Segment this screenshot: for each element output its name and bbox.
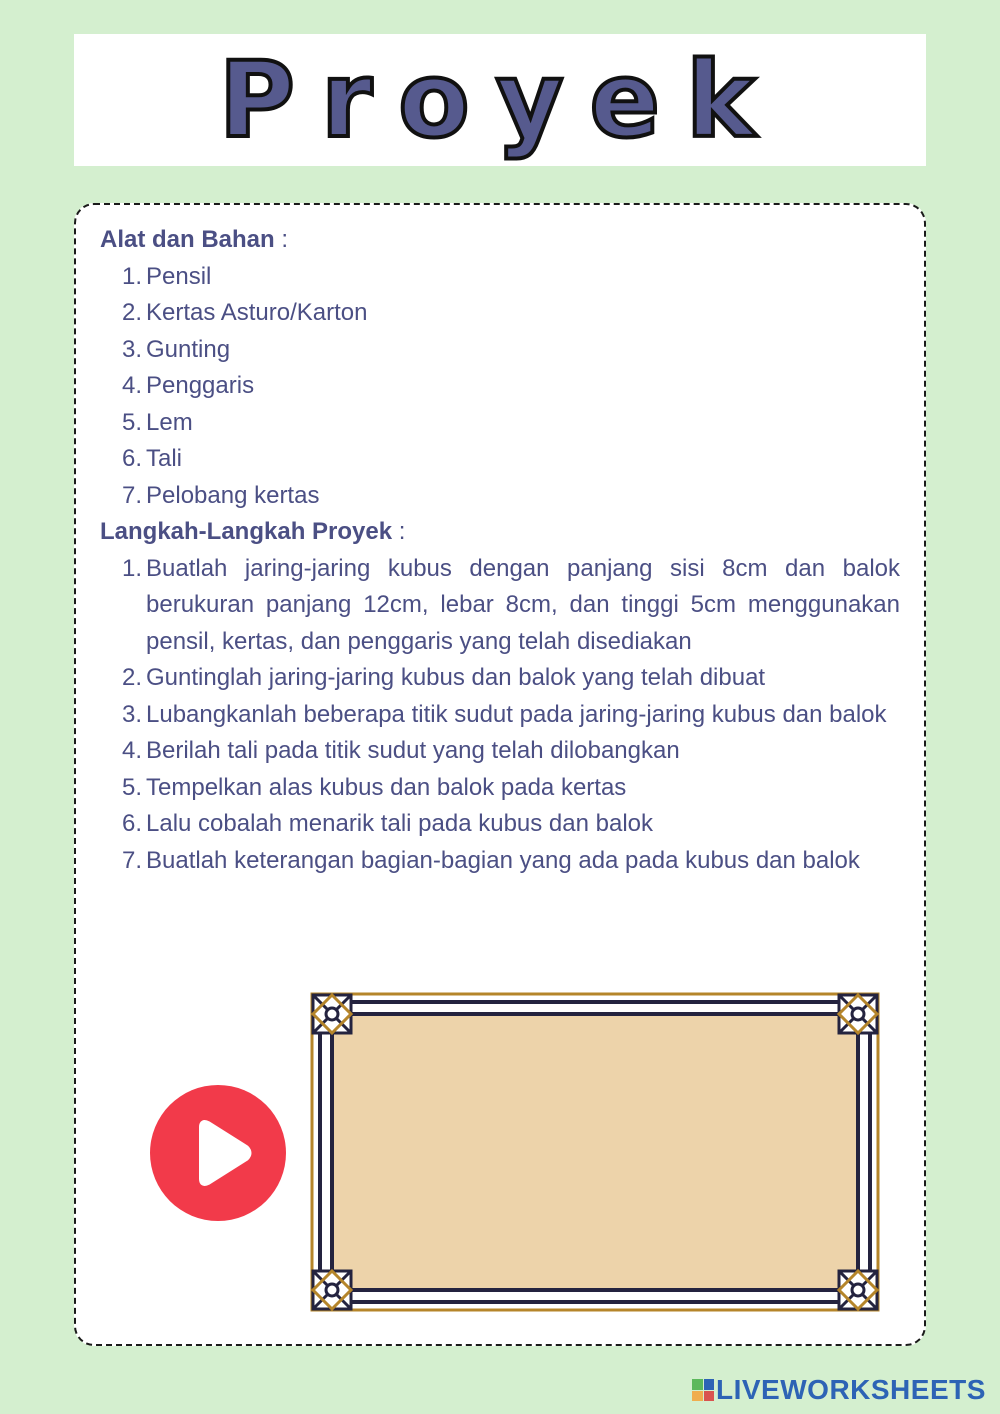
steps-heading: Langkah-Langkah Proyek — [100, 518, 393, 545]
list-item-text: Berilah tali pada titik sudut yang telah dilobangkan — [146, 737, 680, 764]
list-item: 3. Gunting — [122, 335, 231, 363]
title-banner — [74, 34, 926, 166]
list-item-text: Lalu cobalah menarik tali pada kubus dan balok — [146, 810, 654, 837]
list-item-text: Lubangkanlah beberapa titik sudut pada jaring-jaring kubus dan balok — [146, 700, 887, 728]
list-item: 5. Tempelkan alas kubus dan balok pada kertas — [122, 773, 627, 801]
list-item: 1. Buatlah jaring-jaring kubus dengan panjang sisi 8cm dan balok berukuran panjang 12cm, lebar 8cm, dan tinggi 5cm menggunakan pensil, kertas, dan penggaris yang telah disediakan — [122, 554, 900, 655]
list-item: 4. Berilah tali pada titik sudut yang telah dilobangkan — [122, 737, 680, 764]
list-item: 1. Pensil — [122, 262, 212, 290]
footer-branding — [692, 1375, 986, 1405]
frame-inner-panel — [332, 1014, 858, 1290]
list-item-text: Tempelkan alas kubus dan balok pada kertas — [146, 773, 627, 801]
list-item: 5. Lem — [122, 408, 193, 436]
liveworksheets-logo-icon — [692, 1379, 714, 1401]
content-area — [100, 222, 900, 879]
steps-list — [100, 551, 900, 880]
corner-ornament-top-right — [839, 995, 877, 1033]
steps-heading-colon: : — [392, 518, 406, 545]
tools-heading-colon: : — [274, 226, 289, 253]
list-item-text: Buatlah keterangan bagian-bagian yang ada pada kubus dan balok — [146, 846, 860, 874]
list-item: 7. Buatlah keterangan bagian-bagian yang ada pada kubus dan balok — [122, 846, 860, 874]
list-item-text: Kertas Asturo/Karton — [146, 299, 368, 326]
list-item-text: Buatlah jaring-jaring kubus dengan panjang sisi 8cm dan balok berukuran panjang 12cm, lebar 8cm, dan tinggi 5cm menggunakan pensil, kertas, dan penggaris yang telah disediakan — [146, 554, 900, 655]
list-item-text: Tali — [146, 445, 183, 472]
list-item-text: Lem — [146, 408, 193, 436]
video-frame — [310, 992, 882, 1316]
list-item: 6. Lalu cobalah menarik tali pada kubus dan balok — [122, 810, 654, 837]
steps-heading-line — [100, 514, 900, 551]
list-item: 7. Pelobang kertas — [122, 481, 320, 509]
list-item-text: Penggaris — [146, 372, 255, 399]
list-item-text: Gunting — [146, 335, 231, 363]
footer-brand: LIVEWORKSHEETS — [716, 1374, 986, 1405]
list-item-text: Pensil — [146, 262, 212, 290]
play-icon — [150, 1085, 286, 1221]
corner-ornament-top-left — [313, 995, 351, 1033]
tools-heading-line — [100, 222, 900, 259]
list-item: 4. Penggaris — [122, 372, 255, 399]
corner-ornament-bottom-right — [839, 1271, 877, 1309]
list-item: 2. Kertas Asturo/Karton — [122, 299, 368, 326]
list-item: 3. Lubangkanlah beberapa titik sudut pada jaring-jaring kubus dan balok — [122, 700, 887, 728]
list-item-text: Guntinglah jaring-jaring kubus dan balok yang telah dibuat — [146, 664, 766, 691]
play-video-button[interactable] — [150, 1085, 286, 1221]
corner-ornament-bottom-left — [313, 1271, 351, 1309]
list-item-text: Pelobang kertas — [146, 481, 320, 509]
tools-heading: Alat dan Bahan — [100, 226, 275, 253]
tools-list — [100, 259, 900, 515]
list-item: 6. Tali — [122, 445, 183, 472]
page-title: Proyek — [218, 39, 782, 161]
list-item: 2. Guntinglah jaring-jaring kubus dan balok yang telah dibuat — [122, 664, 766, 691]
